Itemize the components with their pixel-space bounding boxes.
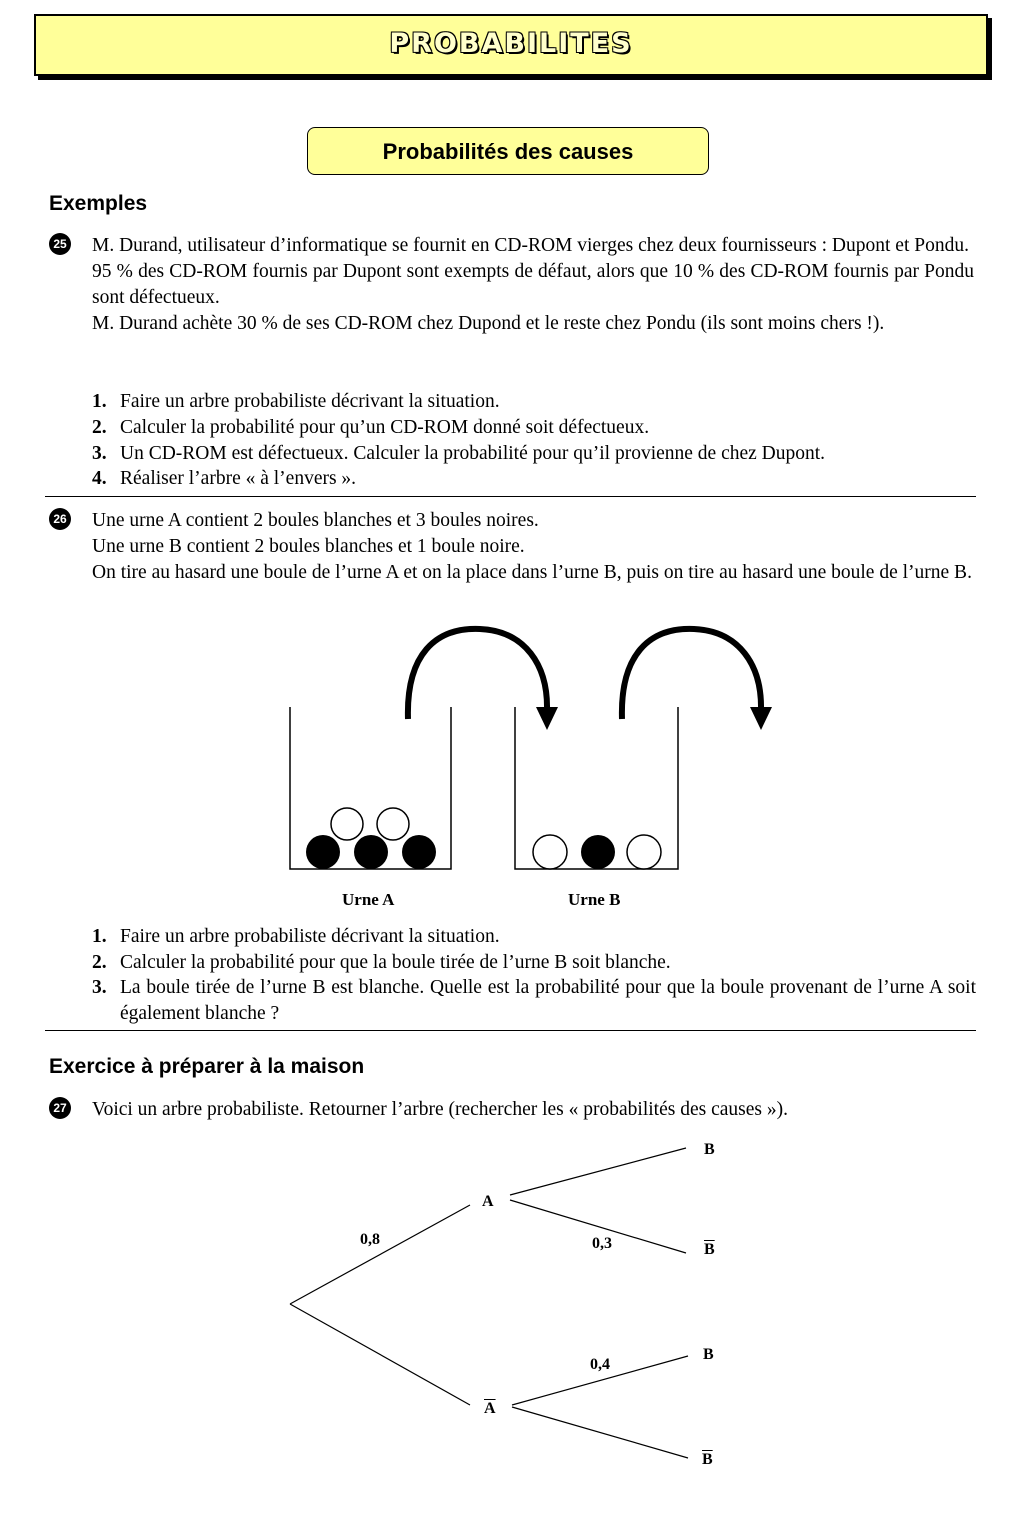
leaf-b: B	[703, 1346, 714, 1363]
leaf-not-b: $\overline{B}$	[702, 1451, 713, 1468]
branch-not-a-to-not-b	[512, 1407, 688, 1458]
leaf-b: B	[704, 1141, 715, 1158]
exercise25-question: 4. Réaliser l’arbre « à l’envers ».	[92, 468, 357, 489]
exercise26-question-number: 3.	[92, 977, 107, 998]
branch-root-to-not-a	[290, 1304, 470, 1405]
probability-b-given-not-a-label: 0,4	[590, 1356, 610, 1373]
exercise27-statement: Voici un arbre probabiliste. Retourner l’arbre (rechercher les « probabilités des causes »).	[92, 1099, 788, 1120]
exercise-number-badge: 26	[49, 508, 71, 530]
exercise25-paragraph: 95 % des CD-ROM fournis par Dupont sont exempts de défaut, alors que 10 % des CD-ROM fournis par Pondu sont défectueux.	[92, 261, 974, 308]
homework-heading: Exercice à préparer à la maison	[49, 1055, 365, 1078]
urn-b-label: Urne B	[568, 890, 621, 909]
node-a: A	[482, 1193, 494, 1210]
branch-a-to-b	[510, 1148, 686, 1195]
exercise-number-badge: 27	[49, 1097, 71, 1119]
urn-a-label: Urne A	[342, 890, 395, 909]
exercise26-line: Une urne A contient 2 boules blanches et 3 boules noires.	[92, 510, 539, 531]
exercise26-question: La boule tirée de l’urne B est blanche. Quelle est la probabilité pour que la boule provenant de l’urne A soit également blanche ?	[120, 977, 976, 1024]
branch-root-to-a	[290, 1205, 470, 1304]
exercise25-question: 3. Un CD-ROM est défectueux. Calculer la probabilité pour qu’il provienne de chez Dupont.	[92, 443, 826, 464]
node-not-a: $\overline{A}$	[484, 1400, 496, 1417]
leaf-not-b: $\overline{B}$	[704, 1241, 715, 1258]
exercise25-question: 2. Calculer la probabilité pour qu’un CD-ROM donné soit défectueux.	[92, 417, 650, 438]
exercise26-question: 2. Calculer la probabilité pour que la boule tirée de l’urne B soit blanche.	[92, 952, 671, 973]
page-title: PROBABILITES	[389, 28, 633, 59]
probability-a-label: 0,8	[360, 1231, 380, 1248]
exercise26-question: 1. Faire un arbre probabiliste décrivant la situation.	[92, 926, 500, 947]
exercise-number-badge: 25	[49, 233, 71, 255]
probability-not-b-given-a-label: 0,3	[592, 1235, 612, 1252]
exercise26-line: On tire au hasard une boule de l’urne A et on la place dans l’urne B, puis on tire au hasard une boule de l’urne B.	[92, 562, 972, 583]
subtitle: Probabilités des causes	[382, 139, 634, 164]
exercise25-question: 1. Faire un arbre probabiliste décrivant la situation.	[92, 391, 500, 412]
exercise25-paragraph: M. Durand, utilisateur d’informatique se fournit en CD-ROM vierges chez deux fournisseurs : Dupont et Pondu.	[92, 235, 969, 256]
exercise25-paragraph: M. Durand achète 30 % de ses CD-ROM chez Dupond et le reste chez Pondu (ils sont moins chers !).	[92, 313, 885, 334]
exercise26-line: Une urne B contient 2 boules blanches et 1 boule noire.	[92, 536, 525, 557]
examples-heading: Exemples	[49, 192, 148, 215]
